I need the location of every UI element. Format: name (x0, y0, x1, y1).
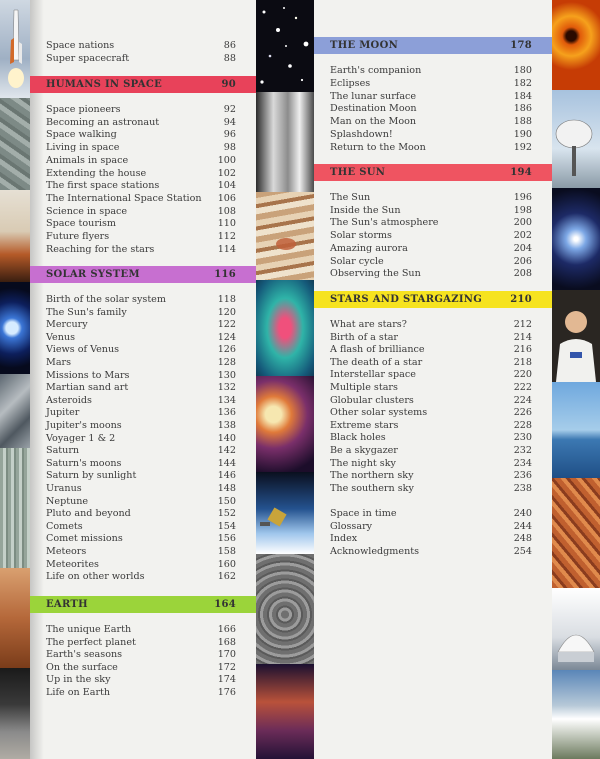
middle-photo-strip (256, 0, 314, 759)
toc-entry[interactable]: Multiple stars 222 (330, 382, 532, 393)
toc-entry[interactable]: The perfect planet 168 (46, 636, 236, 648)
toc-entry[interactable]: Martian sand art 132 (46, 382, 236, 394)
toc-entry[interactable]: Comets 154 (46, 520, 236, 532)
section-heading-stars-and-stargazing[interactable]: STARS AND STARGAZING 210 (314, 291, 552, 308)
toc-entry[interactable]: Space in time 240 (330, 508, 532, 519)
toc-entry[interactable]: Glossary 244 (330, 520, 532, 532)
moon-surface-photo (0, 98, 30, 190)
toc-entry[interactable]: Saturn's moons 144 (46, 457, 236, 469)
toc-entry[interactable]: Acknowledgments 254 (330, 546, 532, 558)
toc-entry[interactable]: The unique Earth 166 (46, 624, 236, 635)
toc-entry[interactable]: Index 248 (330, 533, 532, 545)
toc-entry[interactable]: Voyager 1 & 2 140 (46, 432, 236, 444)
ocean-horizon-photo (552, 382, 600, 478)
sun-surface-photo (552, 0, 600, 90)
mars-terrain-photo (552, 478, 600, 588)
toc-entry[interactable]: On the surface 172 (46, 661, 236, 673)
toc-entry[interactable]: Extending the house 102 (46, 167, 236, 179)
toc-entry[interactable]: Space walking 96 (46, 129, 236, 141)
star-cluster-photo (256, 0, 314, 92)
space-station-crew-photo (0, 374, 30, 448)
toc-entry[interactable]: Future flyers 112 (46, 231, 236, 242)
toc-entry[interactable]: Space nations 86 (46, 40, 236, 51)
astronaut-portrait-photo (552, 290, 600, 382)
toc-entry[interactable]: Earth's companion 180 (330, 65, 532, 76)
toc-entry[interactable]: Comet missions 156 (46, 533, 236, 545)
binding-shadow (30, 0, 44, 759)
toc-entry[interactable]: Space pioneers 92 (46, 104, 236, 115)
toc-entry[interactable]: Inside the Sun 198 (330, 204, 532, 216)
toc-entry[interactable]: Amazing aurora 204 (330, 242, 532, 254)
toc-entry[interactable]: Asteroids 134 (46, 394, 236, 406)
toc-entry[interactable]: The night sky 234 (330, 457, 532, 469)
toc-entry[interactable]: Meteorites 160 (46, 558, 236, 570)
toc-entry[interactable]: Return to the Moon 192 (330, 141, 532, 153)
section-heading-humans-in-space[interactable]: HUMANS IN SPACE 90 (30, 76, 256, 93)
toc-entry[interactable]: What are stars? 212 (330, 319, 532, 330)
colorful-nebula-photo (256, 376, 314, 472)
toc-entry[interactable]: Science in space 108 (46, 205, 236, 217)
toc-entry[interactable]: Living in space 98 (46, 142, 236, 154)
toc-entry[interactable]: Meteors 158 (46, 546, 236, 557)
toc-entry[interactable]: Saturn 142 (46, 445, 236, 457)
toc-entry[interactable]: The first space stations 104 (46, 180, 236, 192)
toc-entry[interactable]: Life on other worlds 162 (46, 571, 236, 583)
toc-entry[interactable]: The Sun 196 (330, 192, 532, 203)
toc-entry[interactable]: Uranus 148 (46, 483, 236, 494)
toc-entry[interactable]: The Sun's family 120 (46, 306, 236, 318)
toc-entry[interactable]: Super spacecraft 88 (46, 53, 236, 64)
volcano-eruption-photo (0, 190, 30, 282)
toc-entry[interactable]: Destination Moon 186 (330, 103, 532, 115)
toc-entry[interactable]: Solar cycle 206 (330, 255, 532, 267)
toc-entry[interactable]: Jupiter 136 (46, 407, 236, 419)
toc-entry[interactable]: Jupiter's moons 138 (46, 420, 236, 431)
earth-orbit-satellite-photo (256, 472, 314, 554)
section-heading-the-moon[interactable]: THE MOON 178 (314, 37, 552, 54)
lunar-footprint-photo (256, 554, 314, 664)
nebula-jet-photo (256, 280, 314, 376)
toc-entry[interactable]: Views of Venus 126 (46, 344, 236, 356)
toc-entry[interactable]: The International Space Station 106 (46, 192, 236, 204)
toc-entry[interactable]: Mercury 122 (46, 319, 236, 331)
toc-entry[interactable]: Up in the sky 174 (46, 674, 236, 686)
section-heading-solar-system[interactable]: SOLAR SYSTEM 116 (30, 266, 256, 283)
toc-entry[interactable]: The northern sky 236 (330, 470, 532, 482)
toc-entry[interactable]: Becoming an astronaut 94 (46, 116, 236, 128)
toc-entry[interactable]: Other solar systems 226 (330, 407, 532, 419)
section-heading-the-sun[interactable]: THE SUN 194 (314, 164, 552, 181)
toc-entry[interactable]: Splashdown! 190 (330, 129, 532, 140)
space-shuttle-photo (0, 0, 30, 98)
toc-entry[interactable]: Animals in space 100 (46, 154, 236, 166)
right-photo-strip (552, 0, 600, 759)
toc-entry[interactable]: Birth of the solar system 118 (46, 294, 236, 305)
radio-telescope-photo (552, 90, 600, 188)
pillars-nebula-photo (256, 664, 314, 759)
toc-entry[interactable]: Solar storms 202 (330, 230, 532, 242)
toc-entry[interactable]: Interstellar space 220 (330, 369, 532, 381)
toc-entry[interactable]: Man on the Moon 188 (330, 116, 532, 128)
toc-entry[interactable]: Life on Earth 176 (46, 687, 236, 698)
galaxy-dust-photo (0, 448, 30, 568)
starfield-photo (552, 188, 600, 290)
toc-entry[interactable]: Venus 124 (46, 331, 236, 343)
toc-entry[interactable]: Space tourism 110 (46, 218, 236, 230)
toc-entry[interactable]: The southern sky 238 (330, 482, 532, 494)
toc-entry[interactable]: Eclipses 182 (330, 77, 532, 89)
toc-entry[interactable]: Reaching for the stars 114 (46, 243, 236, 255)
toc-entry[interactable]: Extreme stars 228 (330, 419, 532, 431)
toc-entry[interactable]: Globular clusters 224 (330, 394, 532, 406)
blue-planet-photo (0, 282, 30, 374)
toc-entry[interactable]: A flash of brilliance 216 (330, 344, 532, 356)
toc-entry[interactable]: Observing the Sun 208 (330, 268, 532, 280)
mars-landscape-photo (0, 568, 30, 668)
toc-entry[interactable]: Mars 128 (46, 357, 236, 368)
toc-entry[interactable]: The Sun's atmosphere 200 (330, 217, 532, 229)
astronaut-moonwalk-photo (0, 668, 30, 759)
observatory-dome-photo (552, 588, 600, 670)
mountain-snow-photo (552, 670, 600, 759)
toc-entry[interactable]: Pluto and beyond 152 (46, 508, 236, 520)
launch-tower-photo (256, 92, 314, 192)
toc-entry[interactable]: Black holes 230 (330, 432, 532, 444)
toc-entry[interactable]: The death of a star 218 (330, 356, 532, 368)
toc-entry[interactable]: The lunar surface 184 (330, 90, 532, 102)
section-heading-earth[interactable]: EARTH 164 (30, 596, 256, 613)
toc-entry[interactable]: Earth's seasons 170 (46, 649, 236, 661)
toc-entry[interactable]: Saturn by sunlight 146 (46, 470, 236, 482)
toc-entry[interactable]: Be a skygazer 232 (330, 445, 532, 456)
toc-entry[interactable]: Missions to Mars 130 (46, 369, 236, 381)
toc-entry[interactable]: Birth of a star 214 (330, 331, 532, 343)
left-photo-strip (0, 0, 30, 759)
toc-entry[interactable]: Neptune 150 (46, 495, 236, 507)
jupiter-photo (256, 192, 314, 280)
